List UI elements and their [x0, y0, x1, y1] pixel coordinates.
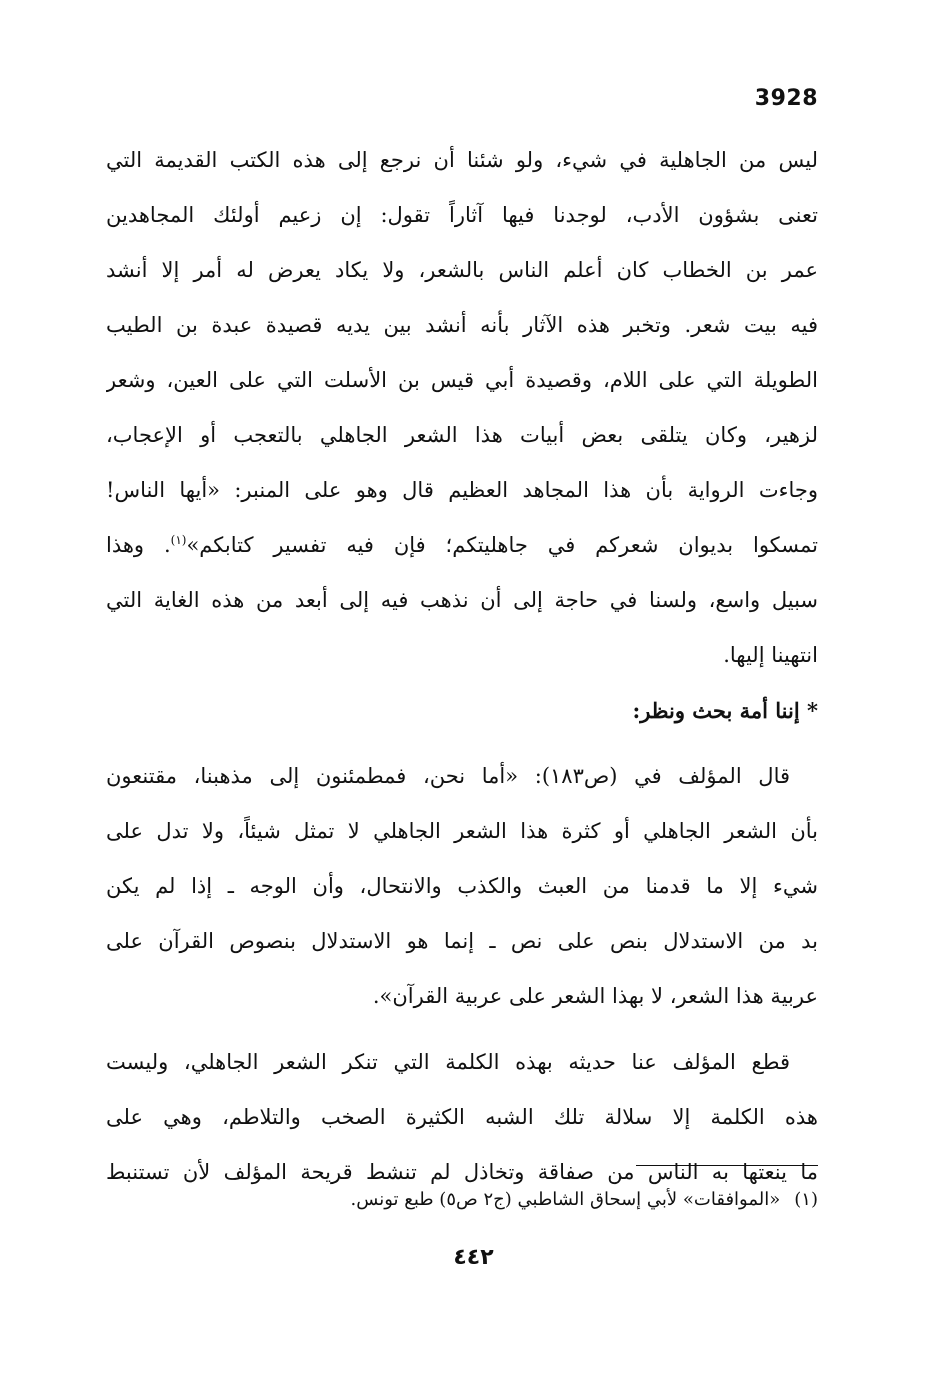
paragraph-2	[106, 749, 818, 1024]
text-line: الطويلة التي على اللام، وقصيدة أبي قيس بن الأسلت التي على العين، وشعر	[106, 368, 818, 392]
page-number-top: 3928	[754, 86, 818, 111]
text-line: بد من الاستدلال بنص على نص ـ إنما هو الاستدلال بنصوص القرآن على	[106, 929, 818, 953]
text-line: عربية هذا الشعر، لا بهذا الشعر على عربية القرآن».	[372, 984, 818, 1008]
footnote-number: (١)	[794, 1189, 818, 1210]
text-line: قطع المؤلف عنا حديثه بهذه الكلمة التي تنكر الشعر الجاهلي، وليست	[106, 1050, 790, 1074]
footnote-text: «الموافقات» لأبي إسحاق الشاطبي (ج٢ ص٥) طبع تونس.	[350, 1189, 781, 1210]
paragraph-1	[106, 133, 818, 683]
text-segment: . وهذا	[106, 533, 171, 557]
text-line: تعنى بشؤون الأدب، لوجدنا فيها آثاراً تقول: إن زعيم أولئك المجاهدين	[106, 203, 818, 227]
text-line: سبيل واسع، ولسنا في حاجة إلى أن نذهب فيه إلى أبعد من هذه الغاية التي	[106, 588, 818, 612]
text-line-with-footnote-ref	[106, 518, 818, 573]
text-segment: تمسكوا بديوان شعركم في جاهليتكم؛ فإن فيه تفسير كتابكم»	[186, 533, 818, 557]
text-line: شيء إلا ما قدمنا من العبث والكذب والانتحال، وأن الوجه ـ إذا لم يكن	[106, 874, 818, 898]
footnote-reference[interactable]: (١)	[170, 533, 187, 547]
text-line: فيه بيت شعر. وتخبر هذه الآثار بأنه أنشد بين يديه قصيدة عبدة بن الطيب	[106, 313, 818, 337]
text-line: لزهير، وكان يتلقى بعض أبيات هذا الشعر الجاهلي بالتعجب أو الإعجاب،	[106, 423, 818, 447]
section-heading: * إننا أمة بحث ونظر:	[632, 698, 818, 723]
page-body	[106, 133, 818, 1200]
text-line: بأن الشعر الجاهلي أو كثرة هذا الشعر الجاهلي لا تمثل شيئاً، ولا تدل على	[106, 819, 818, 843]
paragraph-gap	[106, 738, 818, 749]
footnote	[106, 1180, 818, 1220]
paragraph-3	[106, 1035, 818, 1200]
text-line: هذه الكلمة إلا سلالة تلك الشبه الكثيرة الصخب والتلاطم، وهي على	[106, 1105, 818, 1129]
paragraph-gap	[106, 1024, 818, 1035]
footnote-separator	[636, 1165, 818, 1166]
page-number-bottom: ٤٤٢	[453, 1245, 494, 1270]
text-line: وجاءت الرواية بأن هذا المجاهد العظيم قال وهو على المنبر: «أيها الناس!	[106, 478, 818, 502]
text-line: ليس من الجاهلية في شيء، ولو شئنا أن نرجع إلى هذه الكتب القديمة التي	[106, 148, 818, 172]
text-line: انتهينا إليها.	[723, 643, 818, 667]
text-line: ما ينعتها به الناس من صفاقة وتخاذل لم تنشط قريحة المؤلف لأن تستنبط	[106, 1160, 818, 1184]
text-line: قال المؤلف في (ص١٨٣): «أما نحن، فمطمئنون إلى مذهبنا، مقتنعون	[106, 764, 790, 788]
text-line: عمر بن الخطاب كان أعلم الناس بالشعر، ولا يكاد يعرض له أمر إلا أنشد	[106, 258, 818, 282]
